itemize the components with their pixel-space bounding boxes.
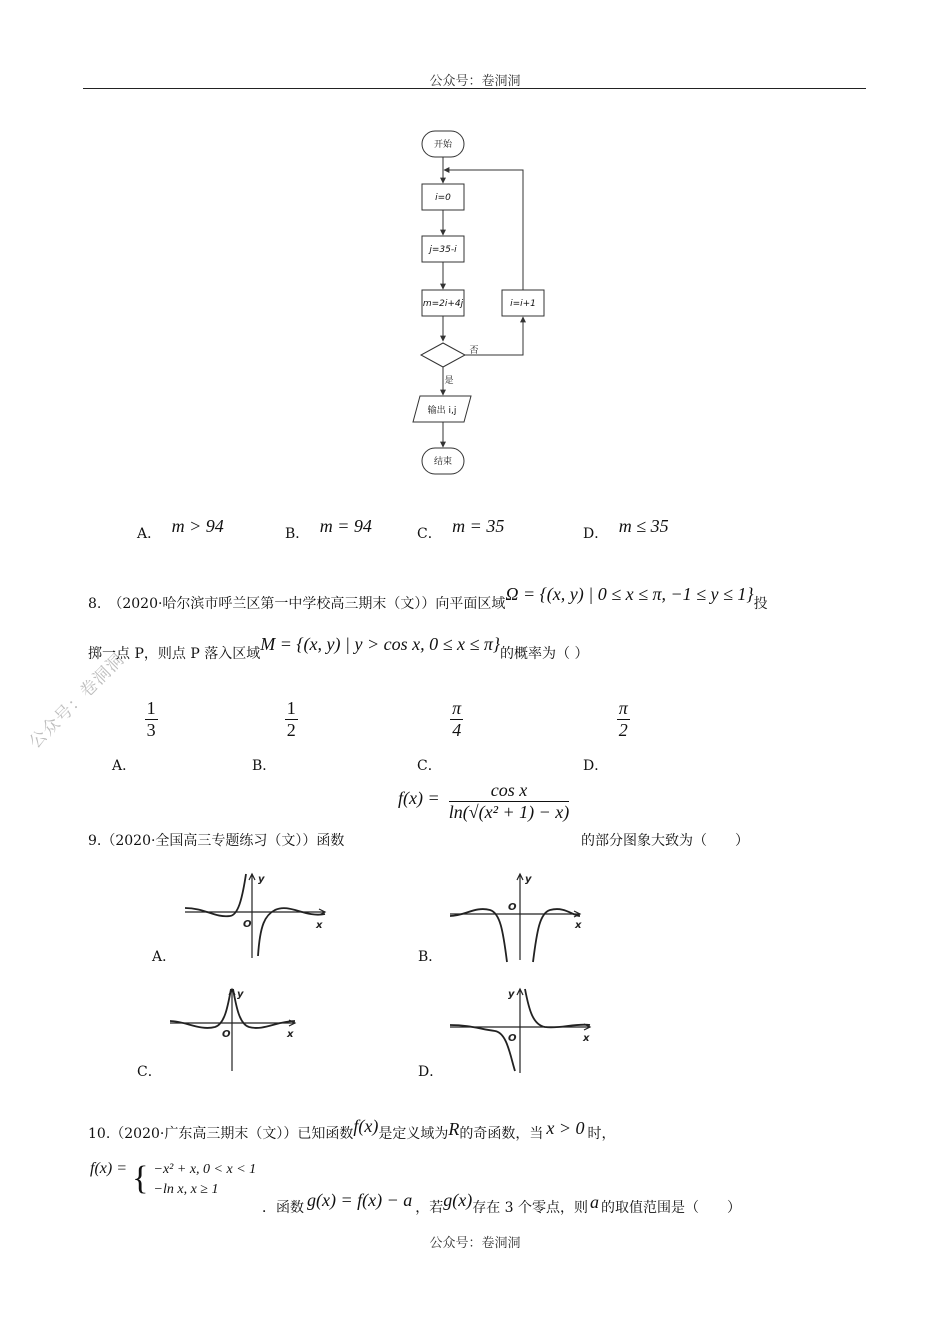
q9-option-d[interactable]: D． xyxy=(418,1064,444,1080)
init-label: i=0 xyxy=(435,193,451,203)
q8-option-b[interactable]: B． $\frac{1}{2}$ xyxy=(252,698,296,774)
origin-label: O xyxy=(243,919,252,930)
axis-x-label: x xyxy=(583,1033,590,1044)
q8-option-d[interactable]: D． $\frac{\pi}{2}$ xyxy=(583,698,628,774)
q9-graph-c xyxy=(165,985,300,1075)
end-label: 结束 xyxy=(433,457,453,467)
q8-line1: 8. （2020·哈尔滨市呼兰区第一中学校高三期末（文））向平面区域Ω = {(x, y) | 0 ≤ x ≤ π, −1 ≤ y ≤ 1}投 xyxy=(88,584,768,612)
update-label: i=i+1 xyxy=(510,299,536,309)
decision-node xyxy=(421,343,465,367)
q9-graph-d xyxy=(445,985,595,1075)
q7-option-c[interactable]: C． m = 35 xyxy=(417,516,505,542)
flowchart xyxy=(400,125,560,485)
output-label: 输出 i,j xyxy=(427,406,457,416)
axis-x-label: x xyxy=(575,920,582,931)
q10-line2: ．函数 g(x) = f(x) − a ，若g(x)存在 3 个零点，则 a 的取值范围是（ ） xyxy=(262,1190,742,1216)
q8-omega: Ω = {(x, y) | 0 ≤ x ≤ π, −1 ≤ y ≤ 1} xyxy=(505,584,754,604)
yes-label: 是 xyxy=(444,376,454,386)
start-label: 开始 xyxy=(433,140,453,150)
axis-x-label: x xyxy=(287,1029,294,1040)
axis-y-label: y xyxy=(525,874,532,885)
q7-option-d[interactable]: D． m ≤ 35 xyxy=(583,516,669,542)
q9-stem-suffix: 的部分图象大致为（ ） xyxy=(581,833,749,849)
q9-function: f(x) = $\frac{\text{cos x}}{\text{ln(√(x² + 1) − x)}}$ xyxy=(398,780,570,822)
brace: { xyxy=(132,1160,149,1197)
q9-option-b[interactable]: B． xyxy=(418,949,443,965)
axis-y-label: y xyxy=(258,874,265,885)
q9-option-a[interactable]: A． xyxy=(152,949,177,965)
watermark: 公众号：卷洞洞 xyxy=(25,649,129,753)
axis-y-label: y xyxy=(508,989,515,1000)
origin-label: O xyxy=(222,1029,231,1040)
q10-line1: 10.（2020·广东高三期末（文））已知函数f(x)是定义域为R的奇函数，当 x > 0 时， xyxy=(88,1116,616,1142)
page-header: 公众号：卷洞洞 xyxy=(429,74,521,89)
m-label: m=2i+4j xyxy=(422,299,464,309)
origin-label: O xyxy=(508,902,517,913)
q10-piecewise: f(x) = { −x² + x, 0 < x < 1 −ln x, x ≥ 1 xyxy=(90,1160,257,1197)
q7-option-b[interactable]: B． m = 94 xyxy=(285,516,372,542)
q9-graph-b xyxy=(445,870,585,965)
no-label: 否 xyxy=(469,346,479,356)
j-label: j=35-i xyxy=(429,245,457,255)
q9-option-c[interactable]: C． xyxy=(137,1064,162,1080)
q8-region-m: M = {(x, y) | y > cos x, 0 ≤ x ≤ π} xyxy=(260,634,501,654)
origin-label: O xyxy=(508,1033,517,1044)
q8-line2: 掷一点 P，则点 P 落入区域M = {(x, y) | y > cos x, 0 ≤ x ≤ π}的概率为（ ） xyxy=(88,634,589,662)
page-footer: 公众号：卷洞洞 xyxy=(429,1236,521,1251)
q7-option-a[interactable]: A． m > 94 xyxy=(137,516,224,542)
axis-y-label: y xyxy=(237,989,244,1000)
q8-option-c[interactable]: C． $\frac{\pi}{4}$ xyxy=(417,698,462,774)
header-rule xyxy=(83,88,866,89)
q9-stem-prefix: 9.（2020·全国高三专题练习（文））函数 xyxy=(88,833,345,849)
q9-graph-a xyxy=(180,870,330,960)
axis-x-label: x xyxy=(316,920,323,931)
q8-option-a[interactable]: A． $\frac{1}{3}$ xyxy=(112,698,156,774)
